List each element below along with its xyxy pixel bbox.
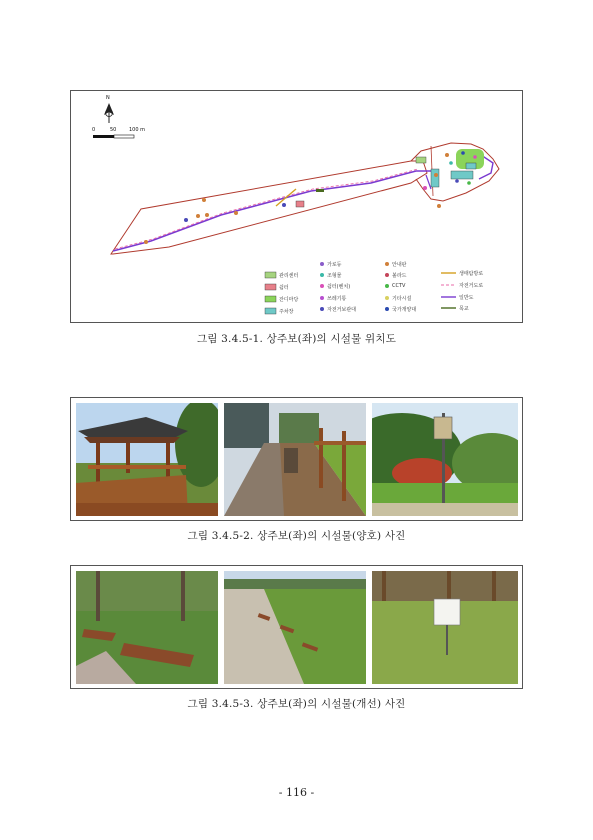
eco-trail: [276, 189, 296, 206]
figure-caption: 그림 3.4.5-1. 상주보(좌)의 시설물 위치도: [196, 333, 397, 345]
legend-point-label: 쓰레기통: [327, 296, 347, 302]
scale-bar: [93, 135, 134, 138]
legend-point-label: 국가개양대: [392, 307, 417, 313]
north-label: N: [106, 95, 110, 101]
north-arrow-icon: [104, 103, 114, 123]
legend-point-label: 쉼터(벤치): [327, 284, 351, 290]
legend-line-label: 자전거도로: [459, 283, 484, 289]
shelter-area: [296, 201, 304, 207]
legend-point-label: CCTV: [392, 283, 406, 289]
legend-point-label: 가로등: [327, 262, 342, 268]
photo-signpost: [372, 403, 518, 516]
legend-point-label: 기타시설: [392, 296, 412, 302]
page-number: - 116 -: [278, 786, 315, 799]
legend-area-label: 관리센터: [279, 273, 299, 279]
general-path: [113, 171, 431, 251]
photo-strip-improve: [70, 565, 523, 689]
photo-overgrown-path: [224, 571, 366, 684]
parking-area-2: [451, 171, 473, 179]
management-center: [416, 157, 426, 163]
legend-area-label: 주차장: [279, 309, 294, 315]
legend-line-label: 생태탐방로: [459, 271, 484, 277]
site-boundary: [111, 161, 427, 254]
figure-caption: 그림 3.4.5-3. 상주보(좌)의 시설물(개선) 사진: [187, 698, 406, 710]
scale-label-100: 100 m: [129, 127, 146, 133]
photo-benches-weeds: [76, 571, 218, 684]
figure-caption: 그림 3.4.5-2. 상주보(좌)의 시설물(양호) 사진: [187, 530, 406, 542]
legend-line-label: 목교: [459, 306, 469, 312]
legend-point-label: 볼라드: [392, 273, 407, 279]
bridge: [316, 189, 324, 192]
legend-area-label: 잔디마당: [279, 297, 299, 303]
legend-point-label: 안내판: [392, 262, 407, 268]
legend-point-label: 조형물: [327, 273, 342, 279]
legend-area-label: 쉼터: [279, 285, 289, 291]
photo-pavilion: [76, 403, 218, 516]
scale-label-50: 50: [110, 127, 117, 133]
parking-area-3: [466, 163, 476, 169]
scale-label-0: 0: [92, 127, 96, 133]
photo-boardwalk: [224, 403, 366, 516]
legend-point-label: 자전거보관대: [327, 307, 356, 313]
map-figure: [70, 90, 523, 323]
site-map: [71, 91, 522, 322]
legend-line-label: 일반도: [459, 295, 474, 301]
photo-sign-grass: [372, 571, 518, 684]
photo-strip-good: [70, 397, 523, 521]
parking-area-1: [431, 169, 439, 187]
